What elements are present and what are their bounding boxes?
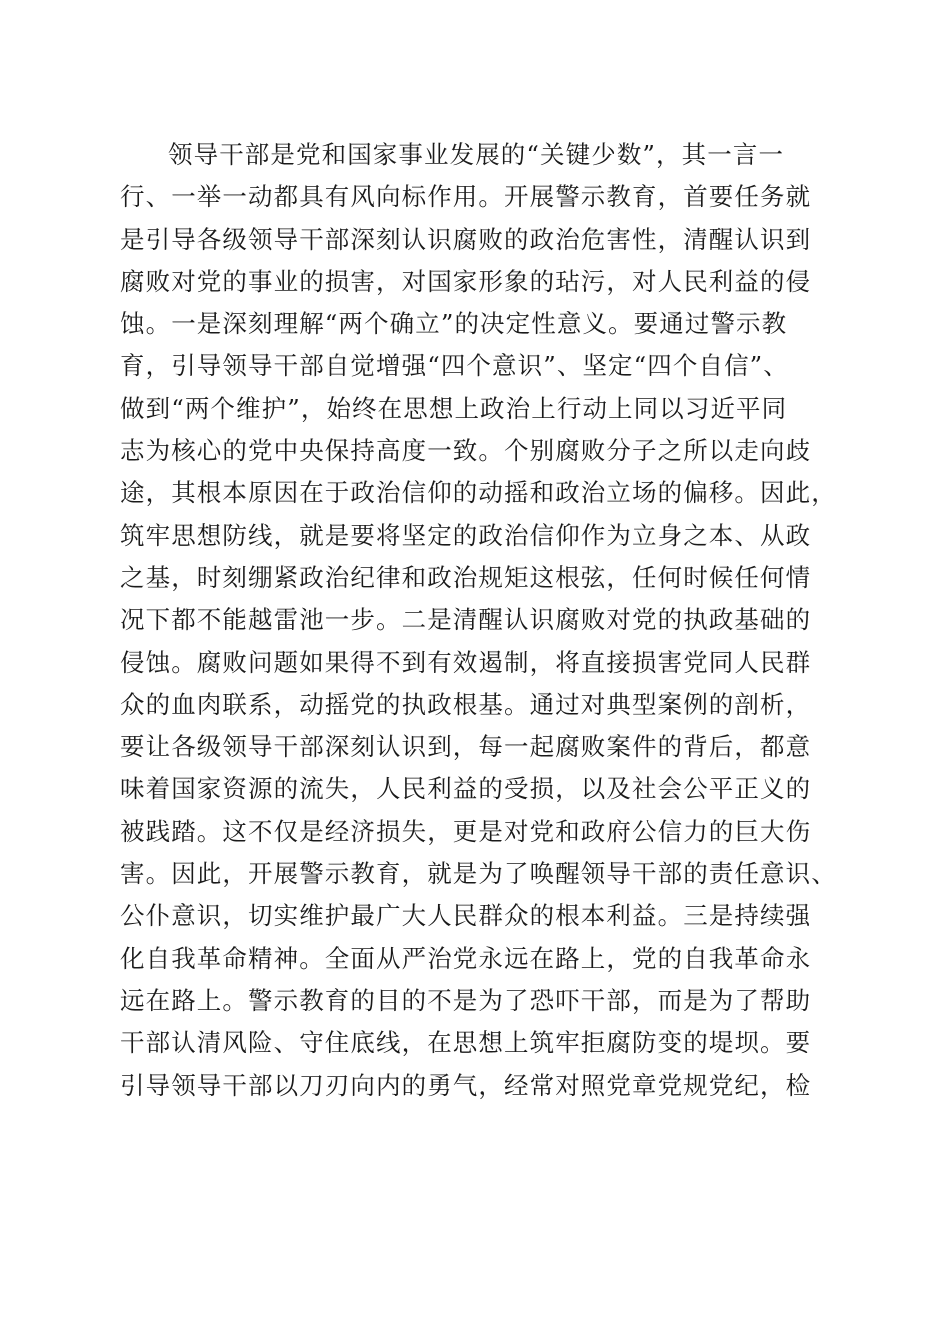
paragraph-line: 化自我革命精神。全面从严治党永远在路上，党的自我革命永: [120, 943, 812, 973]
paragraph-line: 被践踏。这不仅是经济损失，更是对党和政府公信力的巨大伤: [120, 816, 812, 846]
paragraph-line: 味着国家资源的流失，人民利益的受损，以及社会公平正义的: [120, 774, 812, 804]
paragraph-line: 育，引导领导干部自觉增强“四个意识”、坚定“四个自信”、: [120, 351, 789, 381]
paragraph-line: 远在路上。警示教育的目的不是为了恐吓干部，而是为了帮助: [120, 985, 812, 1015]
paragraph-line: 领导干部是党和国家事业发展的“关键少数”，其一言一: [168, 140, 785, 169]
paragraph-line: 志为核心的党中央保持高度一致。个别腐败分子之所以走向歧: [120, 436, 812, 466]
paragraph-line: 做到“两个维护”，始终在思想上政治上行动上同以习近平同: [120, 393, 788, 423]
paragraph-line: 干部认清风险、守住底线，在思想上筑牢拒腐防变的堤坝。要: [120, 1028, 812, 1058]
paragraph-line: 害。因此，开展警示教育，就是为了唤醒领导干部的责任意识、: [120, 859, 837, 889]
paragraph-line: 引导领导干部以刀刃向内的勇气，经常对照党章党规党纪，检: [120, 1070, 812, 1100]
paragraph-line: 筑牢思想防线，就是要将坚定的政治信仰作为立身之本、从政: [120, 520, 812, 550]
paragraph-line: 况下都不能越雷池一步。二是清醒认识腐败对党的执政基础的: [120, 605, 812, 635]
paragraph-line: 蚀。一是深刻理解“两个确立”的决定性意义。要通过警示教: [120, 309, 788, 339]
paragraph-line: 侵蚀。腐败问题如果得不到有效遏制，将直接损害党同人民群: [120, 647, 812, 677]
paragraph-line: 途，其根本原因在于政治信仰的动摇和政治立场的偏移。因此，: [120, 478, 837, 508]
paragraph-line: 腐败对党的事业的损害，对国家形象的玷污，对人民利益的侵: [120, 266, 812, 296]
body-paragraph: [120, 134, 840, 1107]
paragraph-line: 要让各级领导干部深刻认识到，每一起腐败案件的背后，都意: [120, 732, 812, 762]
paragraph-line: 众的血肉联系，动摇党的执政根基。通过对典型案例的剖析，: [120, 689, 812, 719]
paragraph-line: 之基，时刻绷紧政治纪律和政治规矩这根弦，任何时候任何情: [120, 562, 812, 592]
paragraph-line: 行、一举一动都具有风向标作用。开展警示教育，首要任务就: [120, 182, 812, 212]
paragraph-line: 是引导各级领导干部深刻认识腐败的政治危害性，清醒认识到: [120, 224, 812, 254]
paragraph-line: 公仆意识，切实维护最广大人民群众的根本利益。三是持续强: [120, 901, 812, 931]
